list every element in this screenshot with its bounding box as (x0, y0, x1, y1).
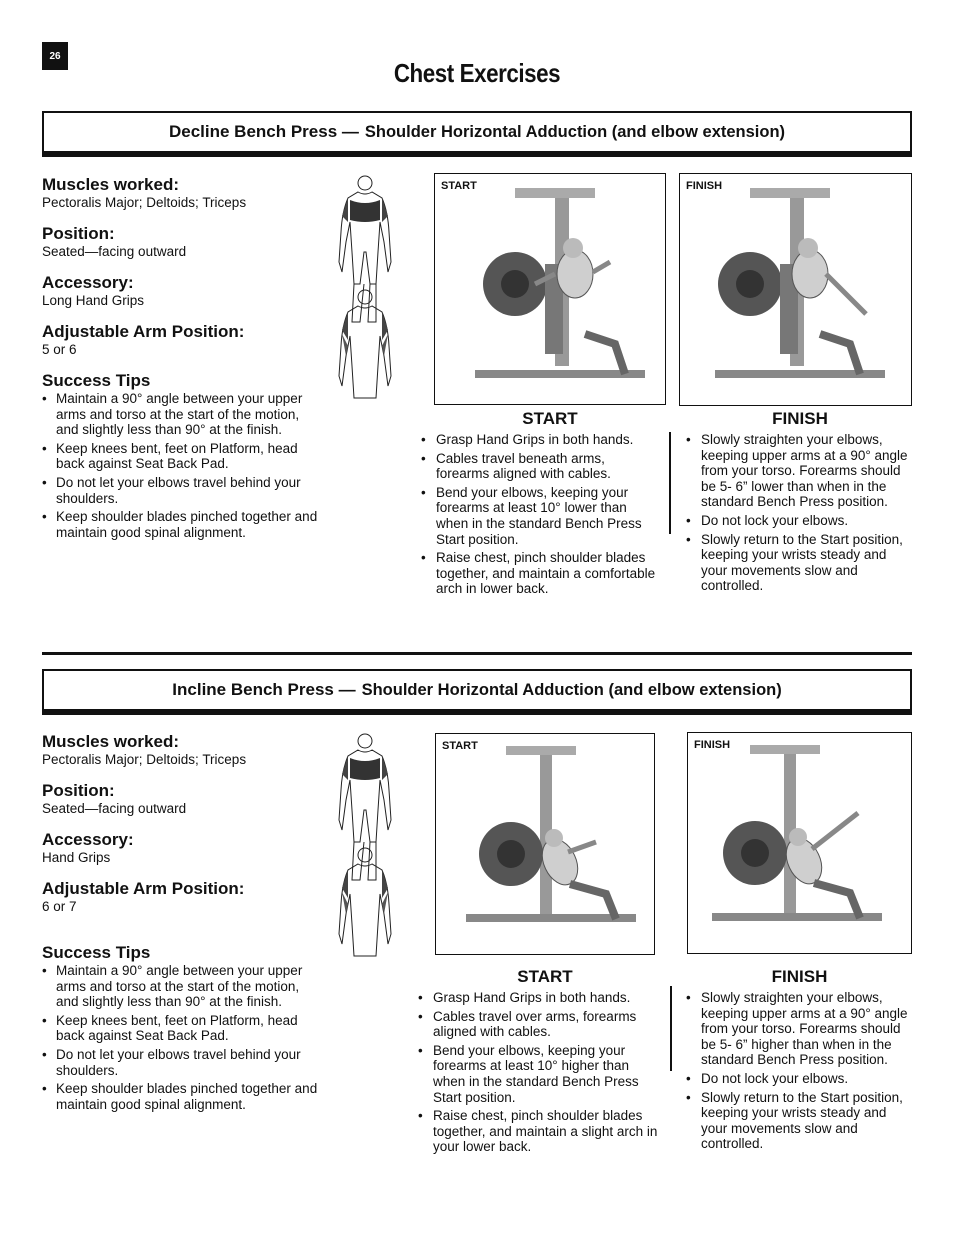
finish-photo (679, 173, 912, 406)
accessory-value: Hand Grips (42, 850, 111, 865)
list-item: • Do not let your elbows travel behind your shoulders. (42, 475, 322, 506)
accessory-value: Long Hand Grips (42, 293, 145, 308)
list-item: • Keep shoulder blades pinched together and maintain good spinal alignment. (42, 1081, 322, 1112)
muscles-value: Pectoralis Major; Deltoids; Triceps (42, 195, 247, 210)
list-item: • Raise chest, pinch shoulder blades together, and maintain a comfortable arch in lower back. (421, 550, 661, 597)
list-item: • Do not lock your elbows. (686, 1071, 916, 1087)
exercise-machine-icon (688, 733, 912, 954)
list-item: • Cables travel beneath arms, forearms aligned with cables. (421, 451, 661, 482)
position-value: Seated—facing outward (42, 244, 187, 259)
list-item: • Grasp Hand Grips in both hands. (418, 990, 660, 1006)
exercise-description: Shoulder Horizontal Adduction (and elbow extension) (361, 680, 782, 699)
exercise-machine-icon (680, 174, 912, 406)
start-photo (434, 173, 666, 405)
list-item: • Slowly straighten your elbows, keeping upper arms at a 90° angle from your torso. Forearms should be 5- 6” higher than when in the standard Bench Press position. (686, 990, 916, 1068)
exercise-header-decline (42, 111, 912, 157)
list-item: • Slowly straighten your elbows, keeping upper arms at a 90° angle from your torso. Forearms should be 5- 6” lower than when in the standard Bench Press position. (686, 432, 916, 510)
exercise-header-incline (42, 669, 912, 715)
start-photo (435, 733, 655, 955)
muscles-label: Muscles worked: (42, 175, 179, 194)
start-steps-list (421, 432, 661, 600)
muscles-value: Pectoralis Major; Deltoids; Triceps (42, 752, 247, 767)
page-number: 26 (42, 42, 68, 70)
section-divider (42, 652, 912, 655)
exercise-name: Incline Bench Press — (172, 680, 356, 699)
exercise-name: Decline Bench Press — (168, 122, 359, 141)
success-tips-list (42, 963, 322, 1112)
list-item: • Bend your elbows, keeping your forearms at least 10° higher than when in the standard Bench Press Start position. (418, 1043, 660, 1105)
column-divider (670, 986, 672, 1071)
finish-heading: FINISH (771, 967, 828, 986)
muscles-label: Muscles worked: (42, 732, 179, 751)
page-title: Chest Exercises (393, 58, 561, 88)
success-tips-label: Success Tips (42, 371, 151, 390)
list-item: • Slowly return to the Start position, keeping your wrists steady and your movements slow and controlled. (686, 1090, 916, 1152)
start-steps-list (418, 990, 660, 1158)
list-item: • Raise chest, pinch shoulder blades together, and maintain a slight arch in your lower back. (418, 1108, 660, 1155)
finish-heading: FINISH (772, 409, 828, 428)
arm-position-label: Adjustable Arm Position: (42, 322, 245, 341)
list-item: • Keep knees bent, feet on Platform, head back against Seat Back Pad. (42, 441, 322, 472)
exercise-machine-icon (435, 174, 666, 405)
list-item: • Do not let your elbows travel behind your shoulders. (42, 1047, 322, 1078)
exercise-info-incline (42, 732, 322, 1115)
finish-steps-list (686, 990, 916, 1155)
arm-position-value: 6 or 7 (42, 899, 77, 914)
success-tips-label: Success Tips (42, 943, 151, 962)
position-label: Position: (42, 224, 115, 243)
list-item: • Maintain a 90° angle between your upper arms and torso at the start of the motion, and slightly less than 90° at the finish. (42, 963, 322, 1010)
exercise-description: Shoulder Horizontal Adduction (and elbow extension) (364, 122, 786, 141)
list-item: • Keep shoulder blades pinched together and maintain good spinal alignment. (42, 509, 322, 540)
success-tips-list (42, 391, 322, 540)
finish-photo (687, 732, 912, 954)
position-value: Seated—facing outward (42, 801, 187, 816)
position-label: Position: (42, 781, 115, 800)
finish-steps-list (686, 432, 916, 597)
anatomy-figure-icon (334, 730, 396, 958)
finish-tag: FINISH (686, 180, 723, 192)
finish-tag: FINISH (694, 739, 731, 751)
list-item: • Keep knees bent, feet on Platform, head back against Seat Back Pad. (42, 1013, 322, 1044)
list-item: • Do not lock your elbows. (686, 513, 916, 529)
exercise-machine-icon (436, 734, 655, 955)
list-item: • Maintain a 90° angle between your upper arms and torso at the start of the motion, and slightly less than 90° at the finish. (42, 391, 322, 438)
list-item: • Grasp Hand Grips in both hands. (421, 432, 661, 448)
start-heading: START (517, 967, 573, 986)
start-tag: START (442, 740, 478, 752)
accessory-label: Accessory: (42, 830, 134, 849)
start-heading: START (522, 409, 578, 428)
exercise-info-decline (42, 175, 322, 543)
arm-position-value: 5 or 6 (42, 342, 77, 357)
list-item: • Bend your elbows, keeping your forearms at least 10° lower than when in the standard Bench Press Start position. (421, 485, 661, 547)
anatomy-figure-icon (334, 172, 396, 400)
column-divider (669, 432, 671, 534)
arm-position-label: Adjustable Arm Position: (42, 879, 245, 898)
start-tag: START (441, 180, 477, 192)
list-item: • Slowly return to the Start position, keeping your wrists steady and your movements slow and controlled. (686, 532, 916, 594)
list-item: • Cables travel over arms, forearms aligned with cables. (418, 1009, 660, 1040)
accessory-label: Accessory: (42, 273, 134, 292)
